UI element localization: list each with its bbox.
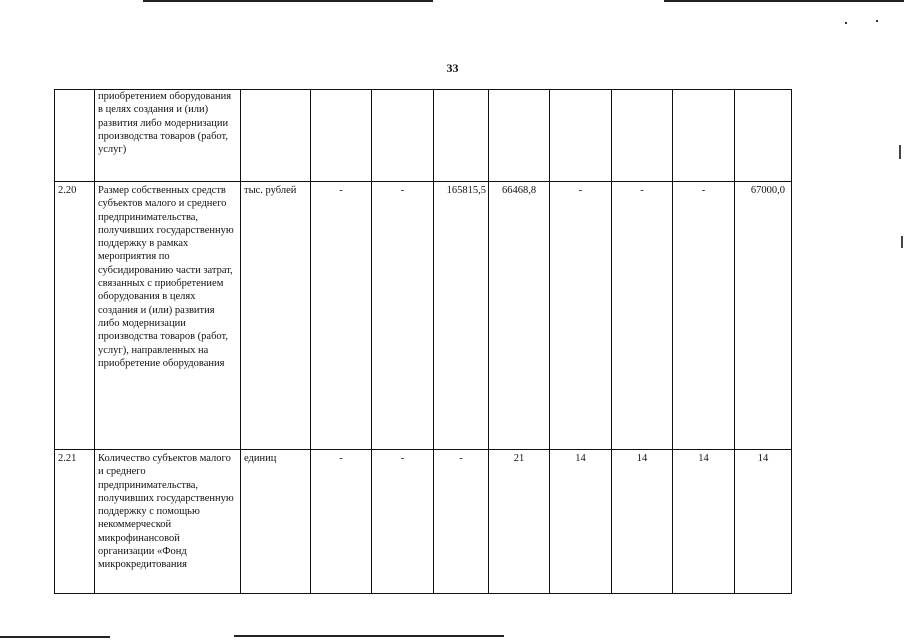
value-cell <box>550 90 612 182</box>
row-number: 2.21 <box>55 450 95 594</box>
value-cell: 14 <box>673 450 735 594</box>
row-description-cell <box>95 182 241 450</box>
row-number: 2.20 <box>55 182 95 450</box>
row-unit-cell <box>241 90 311 182</box>
value-cell <box>673 90 735 182</box>
table-row <box>55 182 792 450</box>
value-cell: - <box>673 182 735 450</box>
value-cell <box>311 90 372 182</box>
value-cell: - <box>372 182 434 450</box>
value-cell <box>612 90 673 182</box>
value-cell: 14 <box>612 450 673 594</box>
value-cell: 14 <box>735 450 792 594</box>
row-number-cell <box>55 90 95 182</box>
table-row-continuation <box>55 90 792 182</box>
margin-mark <box>899 145 901 159</box>
row-description: Размер собственных средств субъектов малого и среднего предпринимательства, получивших государственную поддержку в рамках мероприятия по субсидированию части затрат, связанных с приобретением оборудования в целях создания и (или) развития либо модернизации производства товаров (работ, услуг), направленных на приобретение оборудования <box>98 185 234 369</box>
value-cell: 67000,0 <box>735 182 792 450</box>
value-cell <box>434 90 489 182</box>
scan-speck <box>876 20 878 22</box>
row-description-cell <box>95 90 241 182</box>
scan-artifact-bottom-left <box>0 636 110 638</box>
row-description-cell <box>95 450 241 594</box>
value-cell: - <box>612 182 673 450</box>
value-cell: 21 <box>489 450 550 594</box>
value-cell: 165815,5 <box>434 182 489 450</box>
value-cell: - <box>372 450 434 594</box>
row-unit: единиц <box>241 450 311 594</box>
margin-mark <box>901 236 903 248</box>
page-number: 33 <box>446 61 459 75</box>
row-unit: тыс. рублей <box>241 182 311 450</box>
value-cell: 14 <box>550 450 612 594</box>
value-cell: 66468,8 <box>489 182 550 450</box>
scan-artifact-bottom-center <box>234 635 504 637</box>
table-row <box>55 450 792 594</box>
value-cell <box>735 90 792 182</box>
row-description: приобретением оборудования в целях создания и (или) развития либо модернизации производства товаров (работ, услуг) <box>98 91 232 156</box>
scan-artifact-top-left <box>143 0 433 2</box>
value-cell: - <box>311 182 372 450</box>
value-cell: - <box>550 182 612 450</box>
value-cell: - <box>311 450 372 594</box>
value-cell: - <box>434 450 489 594</box>
scan-artifact-top-right <box>664 0 904 2</box>
row-description: Количество субъектов малого и среднего предпринимательства, получивших государственную поддержку с помощью некоммерческой микрофинансовой организации «Фонд микрокредитования <box>98 453 234 571</box>
value-cell <box>489 90 550 182</box>
data-table <box>54 89 792 594</box>
value-cell <box>372 90 434 182</box>
scan-speck <box>845 22 847 24</box>
